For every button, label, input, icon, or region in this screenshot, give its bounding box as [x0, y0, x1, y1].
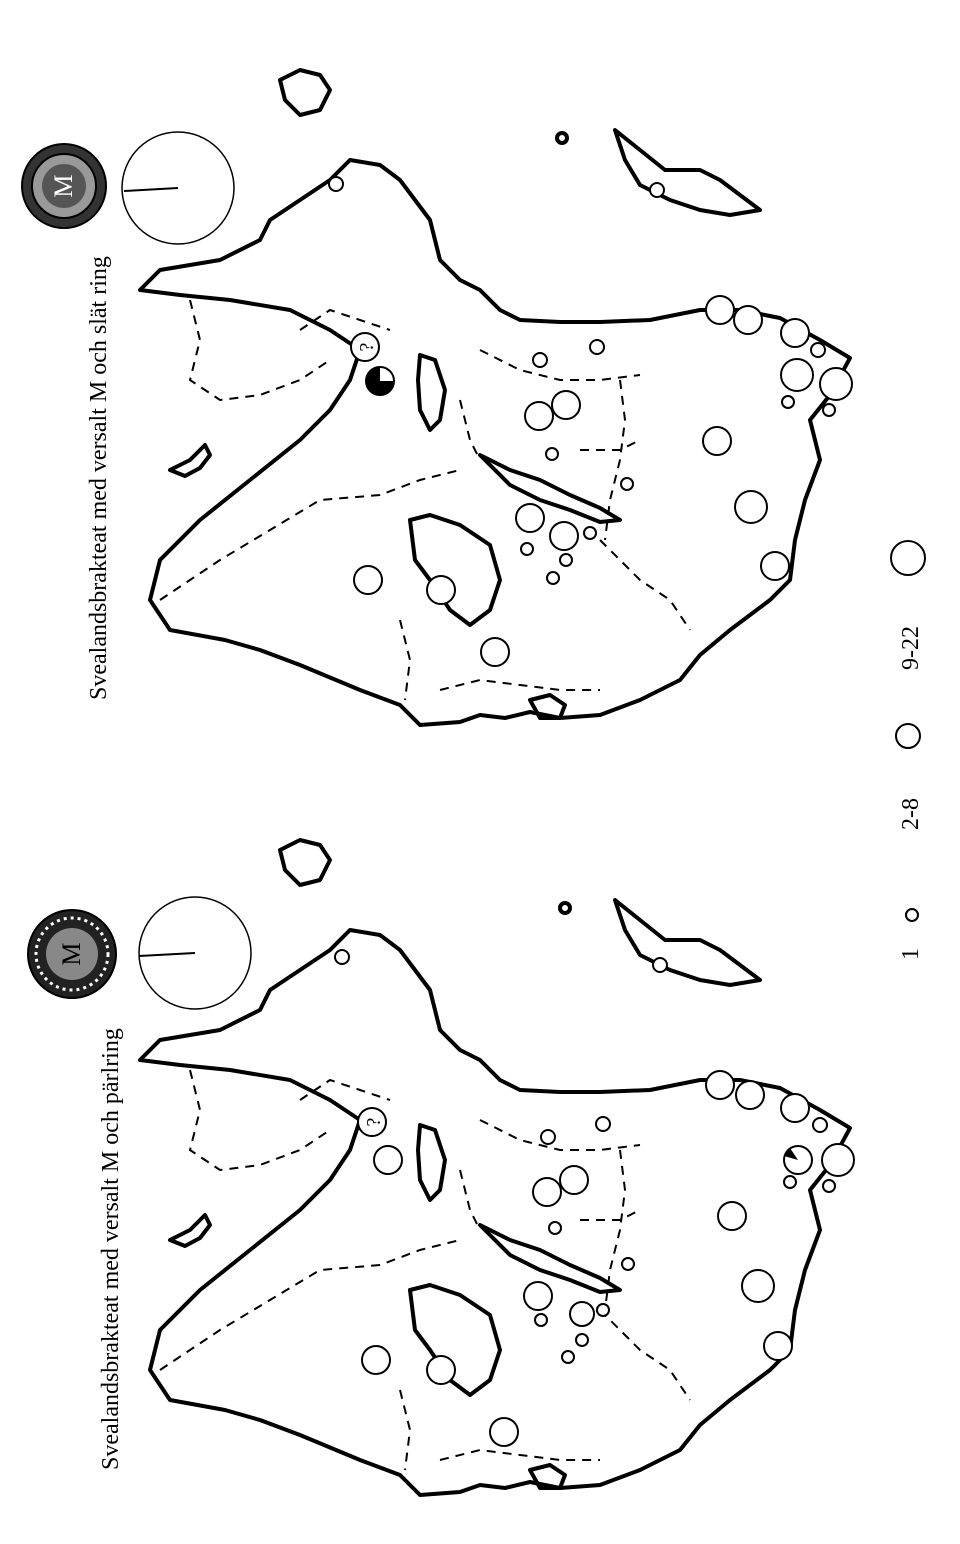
find-spot — [535, 1314, 547, 1326]
uncertain-label: ? — [356, 342, 378, 352]
overview-pie-chart — [122, 132, 234, 244]
find-spot — [550, 522, 578, 550]
province-border — [480, 350, 640, 380]
find-spot — [597, 1304, 609, 1316]
find-spot — [653, 958, 667, 972]
find-spot — [490, 1418, 518, 1446]
find-spot — [734, 306, 762, 334]
find-spot — [764, 1332, 792, 1360]
find-spot — [525, 402, 553, 430]
find-spot — [516, 504, 544, 532]
island-gotland — [615, 130, 760, 215]
uncertain-label: ? — [363, 1117, 385, 1127]
legend — [891, 541, 925, 960]
islet — [560, 903, 570, 913]
find-spot — [547, 572, 559, 584]
find-spot — [354, 566, 382, 594]
find-spot — [549, 1222, 561, 1234]
coin-label: M — [49, 174, 78, 198]
province-border — [580, 440, 640, 450]
find-spot — [706, 1071, 734, 1099]
find-spot — [362, 1346, 390, 1374]
islet — [557, 133, 567, 143]
lake-vattern — [410, 515, 500, 625]
province-border — [440, 1450, 600, 1460]
find-spots — [335, 950, 854, 1446]
find-spot — [596, 1117, 610, 1131]
find-spot — [335, 950, 349, 964]
province-border — [160, 470, 460, 600]
find-spot — [736, 1081, 764, 1109]
find-spot — [813, 1118, 827, 1132]
province-border — [400, 1390, 410, 1470]
find-spot — [562, 1351, 574, 1363]
province-border — [400, 620, 410, 700]
find-spot — [533, 1178, 561, 1206]
map-slat-ring — [22, 70, 852, 725]
lake-vanern — [418, 355, 445, 430]
find-spot — [784, 1176, 796, 1188]
find-spot — [761, 552, 789, 580]
map-parlring — [28, 840, 854, 1495]
overview-pie-chart — [139, 897, 251, 1009]
legend-symbol-medium — [896, 724, 920, 748]
lake-malaren — [480, 455, 620, 522]
find-spot — [742, 1270, 774, 1302]
find-spot — [546, 448, 558, 460]
province-border — [480, 1120, 640, 1150]
province-border — [160, 1240, 460, 1370]
find-spot — [703, 427, 731, 455]
province-border — [580, 1210, 640, 1220]
find-spot — [570, 1302, 594, 1326]
find-spot — [584, 527, 596, 539]
find-spot — [590, 340, 604, 354]
find-spot — [427, 576, 455, 604]
legend-symbol-small — [906, 909, 918, 921]
legend-symbol-large — [891, 541, 925, 575]
lake-small — [170, 1215, 210, 1246]
find-spot — [718, 1202, 746, 1230]
find-spot — [481, 638, 509, 666]
find-spot — [822, 1144, 854, 1176]
find-spot — [823, 1180, 835, 1192]
find-spot — [706, 296, 734, 324]
find-spot — [560, 554, 572, 566]
province-border — [300, 1080, 390, 1100]
find-spot — [560, 1166, 588, 1194]
legend-label-medium: 2-8 — [898, 798, 924, 830]
find-spot — [781, 359, 813, 391]
lake-vanern — [418, 1125, 445, 1200]
province-border — [600, 540, 690, 630]
find-spot — [552, 391, 580, 419]
find-spot — [427, 1356, 455, 1384]
find-spot — [782, 396, 794, 408]
find-spot — [521, 543, 533, 555]
lake-small — [170, 445, 210, 476]
province-border — [190, 1070, 330, 1170]
island-gotland — [615, 900, 760, 985]
find-spot — [650, 183, 664, 197]
province-border — [300, 310, 390, 330]
find-spot — [524, 1282, 552, 1310]
find-spots — [329, 177, 852, 666]
coin-label: M — [57, 942, 86, 966]
province-border — [440, 680, 600, 690]
map-title-parlring: Svealandsbrakteat med versalt M och pärlring — [98, 1028, 124, 1470]
find-spot — [622, 1258, 634, 1270]
find-spot — [374, 1146, 402, 1174]
coin-icon-slat-ring — [22, 144, 106, 228]
find-spot — [576, 1334, 588, 1346]
find-spot — [735, 491, 767, 523]
coin-icon-parlring — [28, 910, 116, 998]
province-border — [600, 1310, 690, 1400]
find-spot — [811, 343, 825, 357]
province-border — [460, 400, 480, 460]
find-spot — [781, 1094, 809, 1122]
find-spot — [781, 319, 809, 347]
lake-malaren — [480, 1225, 620, 1292]
legend-label-large: 9-22 — [898, 626, 924, 670]
find-spot — [533, 353, 547, 367]
lake-vattern — [410, 1285, 500, 1395]
find-spot — [329, 177, 343, 191]
island-oland — [280, 840, 330, 885]
find-spot — [820, 368, 852, 400]
find-spot — [621, 478, 633, 490]
legend-label-small: 1 — [898, 948, 924, 960]
find-spot — [541, 1130, 555, 1144]
island-oland — [280, 70, 330, 115]
province-border — [460, 1170, 480, 1230]
province-border — [190, 300, 330, 400]
find-spot — [823, 404, 835, 416]
map-title-slat-ring: Svealandsbrakteat med versalt M och slät ring — [86, 256, 112, 700]
